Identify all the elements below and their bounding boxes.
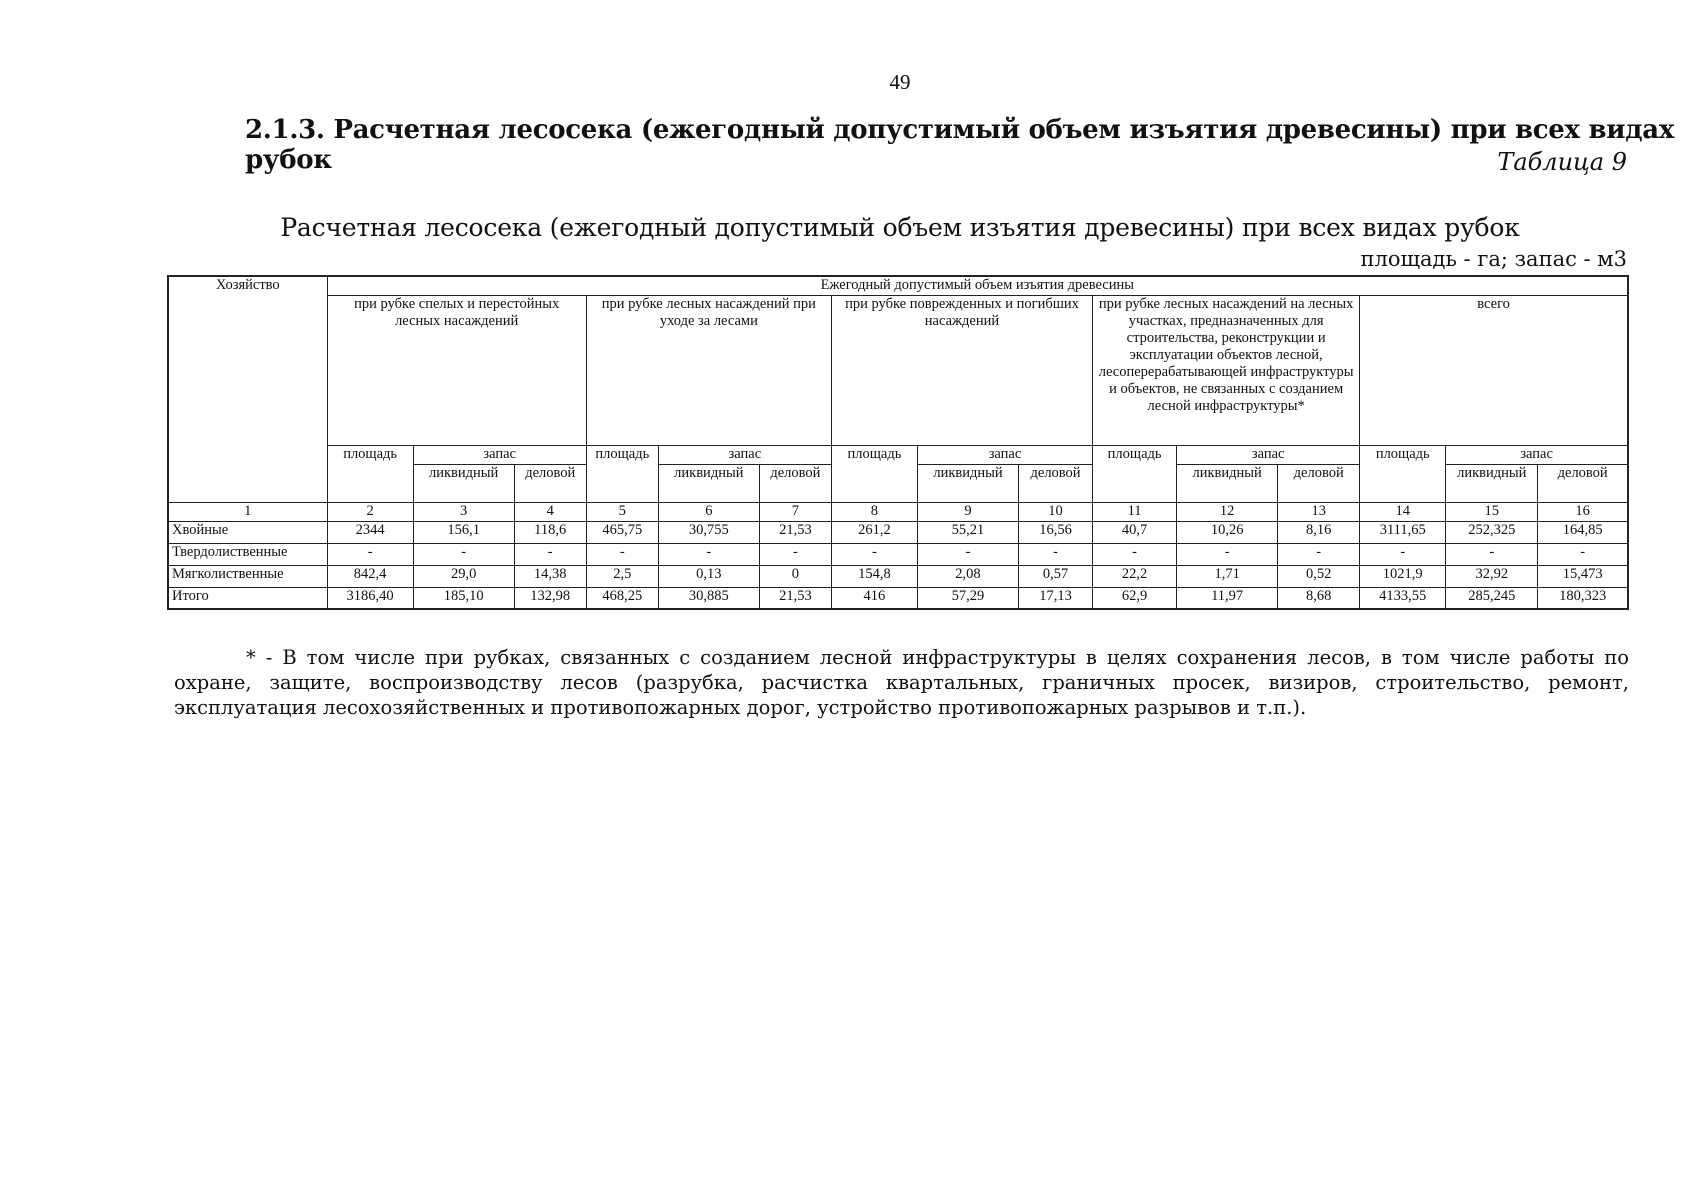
table-cell: 252,325	[1446, 521, 1538, 543]
table-cell: 2,08	[917, 565, 1018, 587]
table-cell: 0,13	[658, 565, 759, 587]
table-cell: 0,57	[1019, 565, 1093, 587]
header-stock: запас	[917, 445, 1092, 464]
column-number: 4	[514, 502, 586, 521]
column-number: 15	[1446, 502, 1538, 521]
column-number: 12	[1177, 502, 1278, 521]
table-row	[168, 565, 1628, 587]
header-group-mature: при рубке спелых и перестойных лесных насаждений	[327, 295, 586, 445]
table-cell: 2344	[327, 521, 413, 543]
table-cell: -	[586, 543, 658, 565]
table-cell: 465,75	[586, 521, 658, 543]
page-number: 49	[889, 70, 911, 94]
table-cell: 22,2	[1093, 565, 1177, 587]
table-cell: 30,755	[658, 521, 759, 543]
column-number: 14	[1360, 502, 1446, 521]
table-cell: 164,85	[1538, 521, 1628, 543]
table-cell: 180,323	[1538, 587, 1628, 609]
table-cell: 10,26	[1177, 521, 1278, 543]
table-cell: 185,10	[413, 587, 514, 609]
row-label: Хвойные	[168, 521, 327, 543]
header-business: деловой	[514, 464, 586, 502]
table-cell: 55,21	[917, 521, 1018, 543]
header-group-total: всего	[1360, 295, 1628, 445]
header-business: деловой	[1278, 464, 1360, 502]
table-cell: 16,56	[1019, 521, 1093, 543]
table-cell: 416	[831, 587, 917, 609]
table-cell: 156,1	[413, 521, 514, 543]
table-cell: 154,8	[831, 565, 917, 587]
table-label: Таблица 9	[1497, 148, 1627, 176]
table-cell: 285,245	[1446, 587, 1538, 609]
table-cell: 11,97	[1177, 587, 1278, 609]
header-stock: запас	[413, 445, 586, 464]
table-cell: 3186,40	[327, 587, 413, 609]
table-cell: 842,4	[327, 565, 413, 587]
table-cell: -	[759, 543, 831, 565]
table-cell: 2,5	[586, 565, 658, 587]
table-cell: 8,16	[1278, 521, 1360, 543]
table-cell: 8,68	[1278, 587, 1360, 609]
header-group-thinning: при рубке лесных насаждений при уходе за лесами	[586, 295, 831, 445]
column-number: 7	[759, 502, 831, 521]
table-cell: -	[327, 543, 413, 565]
header-annual-volume: Ежегодный допустимый объем изъятия древесины	[327, 276, 1628, 295]
header-stock: запас	[1177, 445, 1360, 464]
footnote: * - В том числе при рубках, связанных с созданием лесной инфраструктуры в целях сохранения лесов, в том числе работы по охране, защите, воспроизводству лесов (разрубка, расчистка квартальных, граничных просек, визиров, строительство, ремонт, эксплуатация лесохозяйственных и противопожарных дорог, устройство противопожарных разрывов и т.п.).	[174, 646, 1629, 719]
table-cell: 57,29	[917, 587, 1018, 609]
header-farm: Хозяйство	[168, 276, 327, 502]
harvest-table	[167, 275, 1629, 610]
header-liquid: ликвидный	[1446, 464, 1538, 502]
column-number: 10	[1019, 502, 1093, 521]
table-cell: 1,71	[1177, 565, 1278, 587]
table-cell: 4133,55	[1360, 587, 1446, 609]
table-cell: -	[413, 543, 514, 565]
header-area: площадь	[327, 445, 413, 502]
table-cell: -	[658, 543, 759, 565]
table-cell: 32,92	[1446, 565, 1538, 587]
header-group-damaged: при рубке поврежденных и погибших насаждений	[831, 295, 1092, 445]
column-number: 5	[586, 502, 658, 521]
table-caption: Расчетная лесосека (ежегодный допустимый объем изъятия древесины) при всех видах рубок	[280, 213, 1520, 242]
table-cell: 1021,9	[1360, 565, 1446, 587]
row-label: Итого	[168, 587, 327, 609]
table-cell: 261,2	[831, 521, 917, 543]
header-group-infrastructure: при рубке лесных насаждений на лесных участках, предназначенных для строительства, реконструкции и эксплуатации объектов лесной, лесоперерабатывающей инфраструктуры и объектов, не связанных с созданием лесной инфраструктуры*	[1093, 295, 1360, 445]
row-label: Твердолиственные	[168, 543, 327, 565]
column-number: 6	[658, 502, 759, 521]
header-business: деловой	[759, 464, 831, 502]
header-area: площадь	[1360, 445, 1446, 502]
header-stock: запас	[658, 445, 831, 464]
units-note: площадь - га; запас - м3	[1360, 247, 1627, 271]
table-cell: -	[1177, 543, 1278, 565]
header-liquid: ликвидный	[917, 464, 1018, 502]
header-area: площадь	[1093, 445, 1177, 502]
column-number: 9	[917, 502, 1018, 521]
table-cell: 21,53	[759, 521, 831, 543]
table-cell: -	[1093, 543, 1177, 565]
table-cell: 14,38	[514, 565, 586, 587]
table-cell: -	[917, 543, 1018, 565]
table-cell: 3111,65	[1360, 521, 1446, 543]
column-number: 16	[1538, 502, 1628, 521]
table-cell: 132,98	[514, 587, 586, 609]
table-cell: -	[514, 543, 586, 565]
header-area: площадь	[831, 445, 917, 502]
section-heading: 2.1.3. Расчетная лесосека (ежегодный допустимый объем изъятия древесины) при всех видах рубок	[245, 115, 1675, 175]
table-cell: -	[831, 543, 917, 565]
column-number-row	[168, 502, 1628, 521]
header-stock: запас	[1446, 445, 1628, 464]
column-number: 13	[1278, 502, 1360, 521]
column-number: 11	[1093, 502, 1177, 521]
table-row	[168, 521, 1628, 543]
table-row	[168, 543, 1628, 565]
table-cell: -	[1360, 543, 1446, 565]
table-cell: 0,52	[1278, 565, 1360, 587]
table-cell: 40,7	[1093, 521, 1177, 543]
header-business: деловой	[1019, 464, 1093, 502]
column-number: 8	[831, 502, 917, 521]
table-cell: 118,6	[514, 521, 586, 543]
column-number: 2	[327, 502, 413, 521]
header-business: деловой	[1538, 464, 1628, 502]
column-number: 1	[168, 502, 327, 521]
table-cell: 62,9	[1093, 587, 1177, 609]
table-cell: -	[1446, 543, 1538, 565]
header-liquid: ликвидный	[658, 464, 759, 502]
table-cell: -	[1538, 543, 1628, 565]
table-cell: 30,885	[658, 587, 759, 609]
table-cell: 0	[759, 565, 831, 587]
header-area: площадь	[586, 445, 658, 502]
table-cell: 21,53	[759, 587, 831, 609]
table-row	[168, 587, 1628, 609]
table-cell: -	[1019, 543, 1093, 565]
row-label: Мягколиственные	[168, 565, 327, 587]
table-cell: 15,473	[1538, 565, 1628, 587]
table-cell: 468,25	[586, 587, 658, 609]
header-liquid: ликвидный	[1177, 464, 1278, 502]
header-liquid: ликвидный	[413, 464, 514, 502]
column-number: 3	[413, 502, 514, 521]
table-cell: 17,13	[1019, 587, 1093, 609]
table-cell: 29,0	[413, 565, 514, 587]
table-cell: -	[1278, 543, 1360, 565]
